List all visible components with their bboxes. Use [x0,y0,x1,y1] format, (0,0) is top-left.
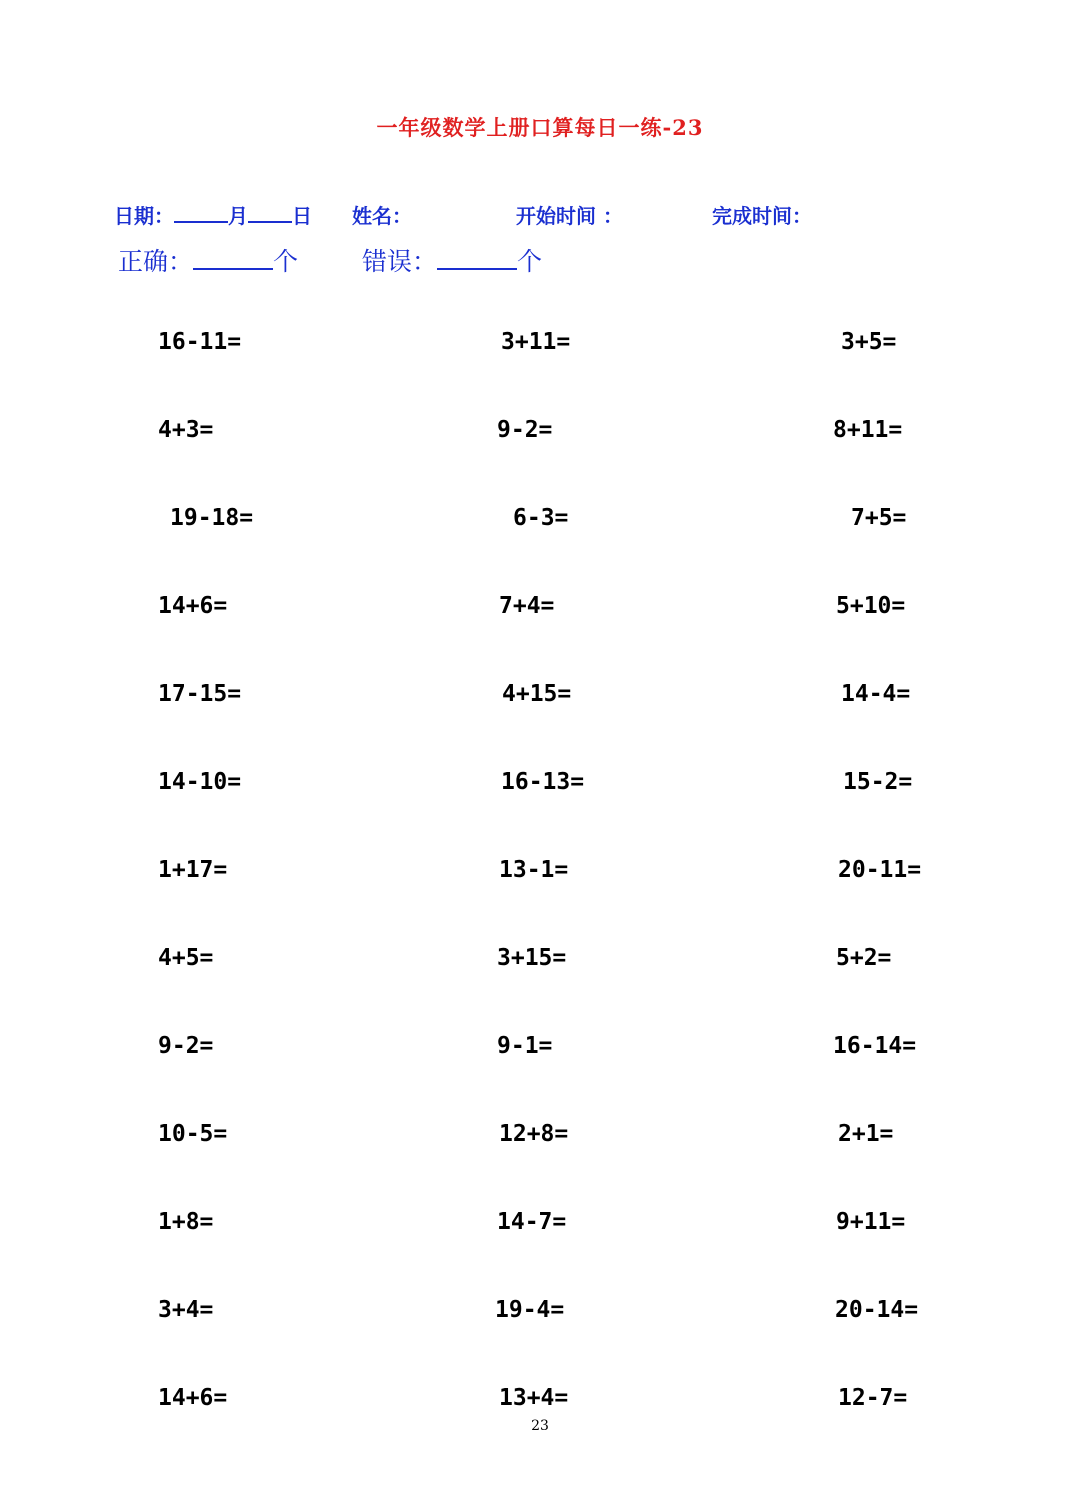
wrong-unit: 个 [517,247,543,276]
correct-unit: 个 [273,247,299,276]
math-problem: 16-11= [158,329,242,355]
wrong-blank[interactable] [437,267,517,270]
name-label: 姓名： [352,204,412,228]
date-label: 日期： [114,204,174,228]
math-problem: 7+5= [851,505,907,531]
math-problem: 4+3= [158,417,214,443]
math-problem: 3+5= [841,329,897,355]
math-problem: 5+10= [836,593,906,619]
math-problem: 20-14= [835,1297,919,1323]
math-problem: 3+15= [497,945,567,971]
math-problem: 5+2= [836,945,892,971]
day-label: 日 [292,204,312,228]
math-problem: 16-14= [833,1033,917,1059]
end-time-field[interactable] [712,200,812,229]
math-problem: 9-2= [158,1033,214,1059]
math-problem: 12-7= [838,1385,908,1411]
correct-count-field [118,242,298,278]
math-problem: 14+6= [158,593,228,619]
math-problem: 13-1= [499,857,569,883]
math-problem: 7+4= [499,593,555,619]
math-problem: 14-4= [841,681,911,707]
math-problem: 19-18= [170,505,254,531]
correct-blank[interactable] [193,267,273,270]
math-problem: 4+15= [502,681,572,707]
day-blank[interactable] [248,220,292,223]
date-field [114,200,312,229]
worksheet-title: 一年级数学上册口算每日一练-23 [376,115,704,140]
math-problem: 3+11= [501,329,571,355]
math-problem: 14-7= [497,1209,567,1235]
math-problem: 9-1= [497,1033,553,1059]
math-problem: 14+6= [158,1385,228,1411]
math-problem: 9-2= [497,417,553,443]
name-field[interactable] [352,200,412,229]
start-time-label: 开始时间 ： [516,204,623,228]
math-problem: 13+4= [499,1385,569,1411]
start-time-field[interactable] [516,200,623,229]
math-problem: 3+4= [158,1297,214,1323]
math-problem: 1+17= [158,857,228,883]
correct-label: 正确： [118,247,194,276]
page-number: 23 [531,1418,549,1434]
math-problem: 12+8= [499,1121,569,1147]
math-problem: 19-4= [495,1297,565,1323]
math-problem: 17-15= [158,681,242,707]
end-time-label: 完成时间： [712,204,812,228]
math-problem: 10-5= [158,1121,228,1147]
math-problem: 6-3= [513,505,569,531]
wrong-label: 错误： [362,247,438,276]
math-problem: 9+11= [836,1209,906,1235]
math-problem: 2+1= [838,1121,894,1147]
math-problem: 20-11= [838,857,922,883]
math-problem: 14-10= [158,769,242,795]
month-label: 月 [228,204,248,228]
wrong-count-field [362,242,542,278]
math-problem: 15-2= [843,769,913,795]
math-problem: 8+11= [833,417,903,443]
math-problem: 16-13= [501,769,585,795]
month-blank[interactable] [174,220,228,223]
math-problem: 1+8= [158,1209,214,1235]
math-problem: 4+5= [158,945,214,971]
